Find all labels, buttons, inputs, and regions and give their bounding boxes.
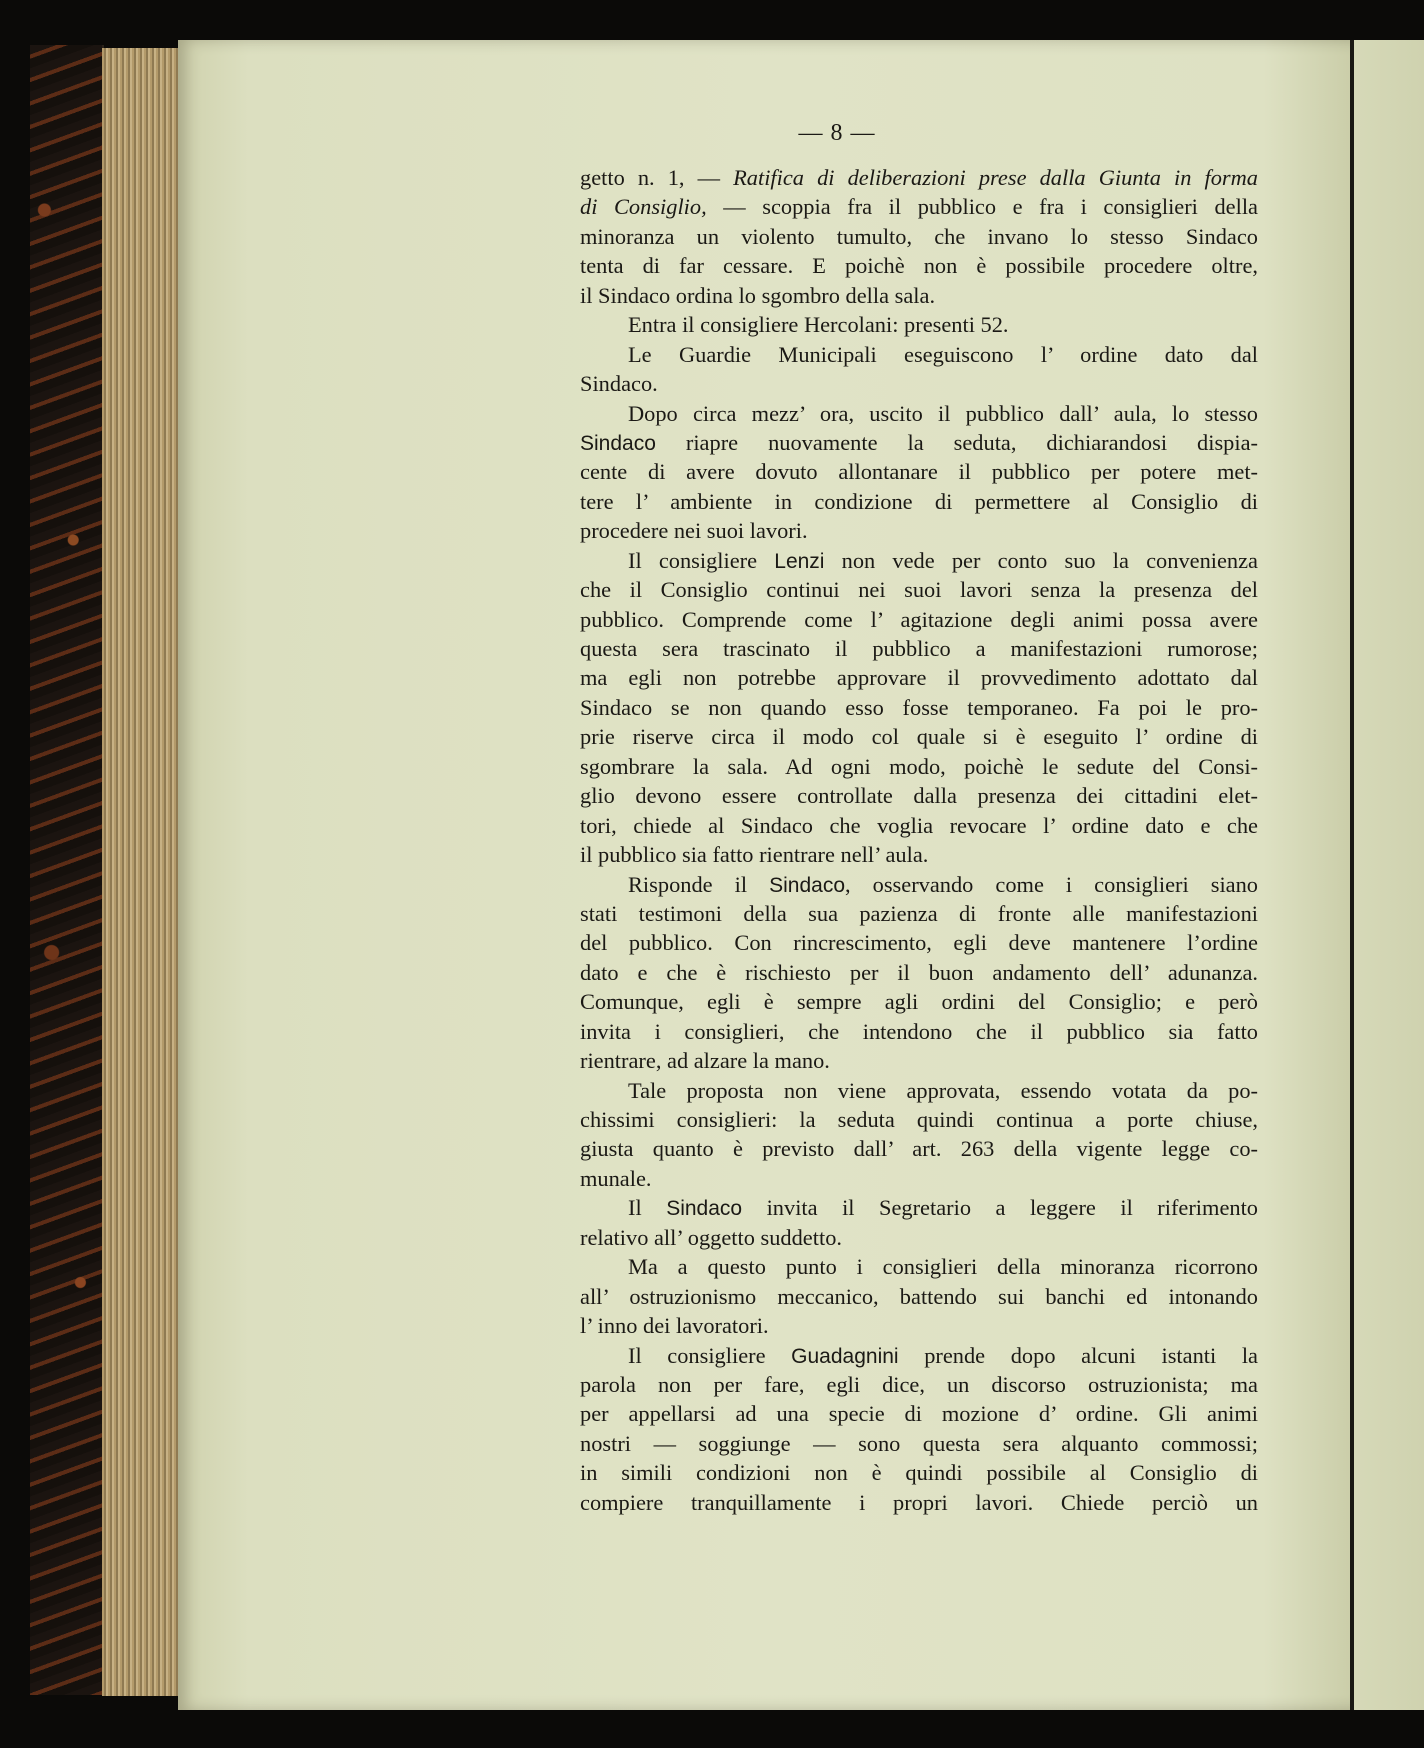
text-span: questa sera trascinato il pubblico a manifestazioni rumorose; xyxy=(580,636,1258,661)
text-line xyxy=(580,693,1258,722)
text-span: Il xyxy=(628,1195,667,1221)
text-span: ma egli non potrebbe approvare il provvedimento adottato dal xyxy=(580,665,1258,691)
text-span: minoranza un violento tumulto, che invano lo stesso Sindaco xyxy=(580,223,1258,249)
text-span: compiere tranquillamente i propri lavori. Chiede perciò un xyxy=(580,1489,1258,1515)
speaker-name: Lenzi xyxy=(774,549,825,573)
text-span: glio devono essere controllate dalla presenza dei cittadini elet- xyxy=(580,783,1258,809)
text-line xyxy=(580,958,1258,987)
book-spine xyxy=(30,45,104,1695)
text-span: chissimi consiglieri: la seduta quindi continua a porte chiuse, xyxy=(580,1107,1258,1132)
text-span: — scoppia fra il pubblico e fra i consiglieri della xyxy=(706,194,1258,220)
text-span: riapre nuovamente la seduta, dichiarandosi dispia- xyxy=(655,429,1258,455)
text-line xyxy=(580,1193,1258,1222)
text-span: Sindaco. xyxy=(580,371,658,397)
speaker-name: Sindaco xyxy=(769,873,845,897)
text-span: del pubblico. Con rincrescimento, egli deve mantenere l’ordine xyxy=(580,930,1258,956)
text-span: per appellarsi ad una specie di mozione d’ ordine. Gli animi xyxy=(580,1401,1258,1427)
text-line xyxy=(580,1399,1258,1428)
text-span: nostri — soggiunge — sono questa sera alquanto commossi; xyxy=(580,1430,1258,1456)
text-line xyxy=(580,1017,1258,1046)
text-line xyxy=(580,752,1258,781)
text-span: il Sindaco ordina lo sgombro della sala. xyxy=(580,282,936,308)
text-span: Il consigliere xyxy=(628,1342,792,1368)
speaker-name: Sindaco xyxy=(666,1197,743,1221)
italic-text: Ratifica di deliberazioni prese dalla Giunta in forma xyxy=(733,165,1258,190)
text-line xyxy=(580,1046,1258,1075)
text-span: giusta quanto è previsto dall’ art. 263 della vigente legge co- xyxy=(580,1136,1258,1162)
italic-text: di Consiglio, xyxy=(580,194,707,220)
body-text xyxy=(580,163,1258,1517)
text-line xyxy=(580,899,1258,928)
text-span: invita il Segretario a leggere il riferimento xyxy=(742,1195,1258,1221)
text-line xyxy=(580,1252,1258,1281)
text-span: invita i consiglieri, che intendono che il pubblico sia fatto xyxy=(580,1018,1258,1044)
text-span: prie riserve circa il modo col quale si è eseguito l’ ordine di xyxy=(580,724,1258,750)
text-line xyxy=(580,163,1258,192)
text-span: Comunque, egli è sempre agli ordini del Consiglio; e però xyxy=(580,989,1258,1015)
text-span: Sindaco se non quando esso fosse temporaneo. Fa poi le pro- xyxy=(580,694,1258,720)
text-line xyxy=(580,840,1258,869)
text-line xyxy=(580,811,1258,840)
text-span: sgombrare la sala. Ad ogni modo, poichè le sedute del Consi- xyxy=(580,753,1258,779)
text-line xyxy=(580,222,1258,251)
text-line xyxy=(580,457,1258,486)
text-span: Il consigliere xyxy=(628,547,775,573)
text-line xyxy=(580,1105,1258,1134)
text-line xyxy=(580,281,1258,310)
text-line xyxy=(580,1134,1258,1163)
text-line xyxy=(580,1458,1258,1487)
text-line xyxy=(580,1164,1258,1193)
text-span: Risponde il xyxy=(628,871,770,897)
speaker-name: Sindaco xyxy=(580,431,656,455)
text-line xyxy=(580,369,1258,398)
text-line xyxy=(580,192,1258,221)
text-line xyxy=(580,1488,1258,1517)
text-line xyxy=(580,310,1258,339)
text-span: il pubblico sia fatto rientrare nell’ aula. xyxy=(580,842,929,868)
text-span: procedere nei suoi lavori. xyxy=(580,518,808,544)
text-line xyxy=(580,1311,1258,1340)
text-span: prende dopo alcuni istanti la xyxy=(898,1342,1258,1368)
text-span: stati testimoni della sua pazienza di fronte alle manifestazioni xyxy=(580,900,1258,926)
text-span: Tale proposta non viene approvata, essendo votata da po- xyxy=(628,1077,1258,1103)
text-line xyxy=(580,251,1258,280)
text-span: tori, chiede al Sindaco che voglia revocare l’ ordine dato e che xyxy=(580,812,1258,838)
text-line xyxy=(580,987,1258,1016)
text-span: non vede per conto suo la convenienza xyxy=(824,547,1259,573)
text-line xyxy=(580,928,1258,957)
text-span: getto n. 1, — xyxy=(580,165,734,190)
text-line xyxy=(580,1076,1258,1105)
text-line xyxy=(580,663,1258,692)
text-line xyxy=(580,1341,1258,1370)
text-span: che il Consiglio continui nei suoi lavori senza la presenza del xyxy=(580,577,1258,603)
text-line xyxy=(580,399,1258,428)
page-edges xyxy=(102,48,178,1696)
text-line xyxy=(580,781,1258,810)
text-span: Entra il consigliere Hercolani: presenti 52. xyxy=(628,312,1009,338)
text-span: l’ inno dei lavoratori. xyxy=(580,1313,769,1339)
text-span: , osservando come i consiglieri siano xyxy=(845,871,1258,897)
text-span: rientrare, ad alzare la mano. xyxy=(580,1048,830,1074)
text-span: pubblico. Comprende come l’ agitazione degli animi possa avere xyxy=(580,606,1258,632)
text-span: all’ ostruzionismo meccanico, battendo sui banchi ed intonando xyxy=(580,1283,1258,1309)
text-line xyxy=(580,870,1258,899)
text-span: Le Guardie Municipali eseguiscono l’ ordine dato dal xyxy=(628,341,1258,367)
text-span: relativo all’ oggetto suddetto. xyxy=(580,1224,842,1250)
text-line xyxy=(580,1370,1258,1399)
text-line xyxy=(580,1223,1258,1252)
text-span: Ma a questo punto i consiglieri della minoranza ricorrono xyxy=(628,1254,1258,1280)
text-line xyxy=(580,428,1258,457)
text-line xyxy=(580,487,1258,516)
text-span: Dopo circa mezz’ ora, uscito il pubblico dall’ aula, lo stesso xyxy=(628,400,1258,426)
text-line xyxy=(580,1282,1258,1311)
text-span: munale. xyxy=(580,1165,652,1191)
text-line xyxy=(580,546,1258,575)
text-line xyxy=(580,722,1258,751)
text-span: tenta di far cessare. E poichè non è possibile procedere oltre, xyxy=(580,253,1258,279)
text-span: dato e che è rischiesto per il buon andamento dell’ adunanza. xyxy=(580,959,1258,985)
speaker-name: Guadagnini xyxy=(791,1344,899,1368)
text-line xyxy=(580,634,1258,663)
text-span: in simili condizioni non è quindi possibile al Consiglio di xyxy=(580,1460,1258,1486)
text-line xyxy=(580,1429,1258,1458)
text-line xyxy=(580,605,1258,634)
text-span: cente di avere dovuto allontanare il pubblico per potere met- xyxy=(580,459,1258,485)
text-line xyxy=(580,340,1258,369)
text-span: tere l’ ambiente in condizione di permettere al Consiglio di xyxy=(580,488,1258,514)
text-span: parola non per fare, egli dice, un discorso ostruzionista; ma xyxy=(580,1371,1258,1397)
page-number: — 8 — xyxy=(798,120,876,146)
text-line xyxy=(580,575,1258,604)
facing-page-edge xyxy=(1350,40,1424,1710)
text-line xyxy=(580,516,1258,545)
